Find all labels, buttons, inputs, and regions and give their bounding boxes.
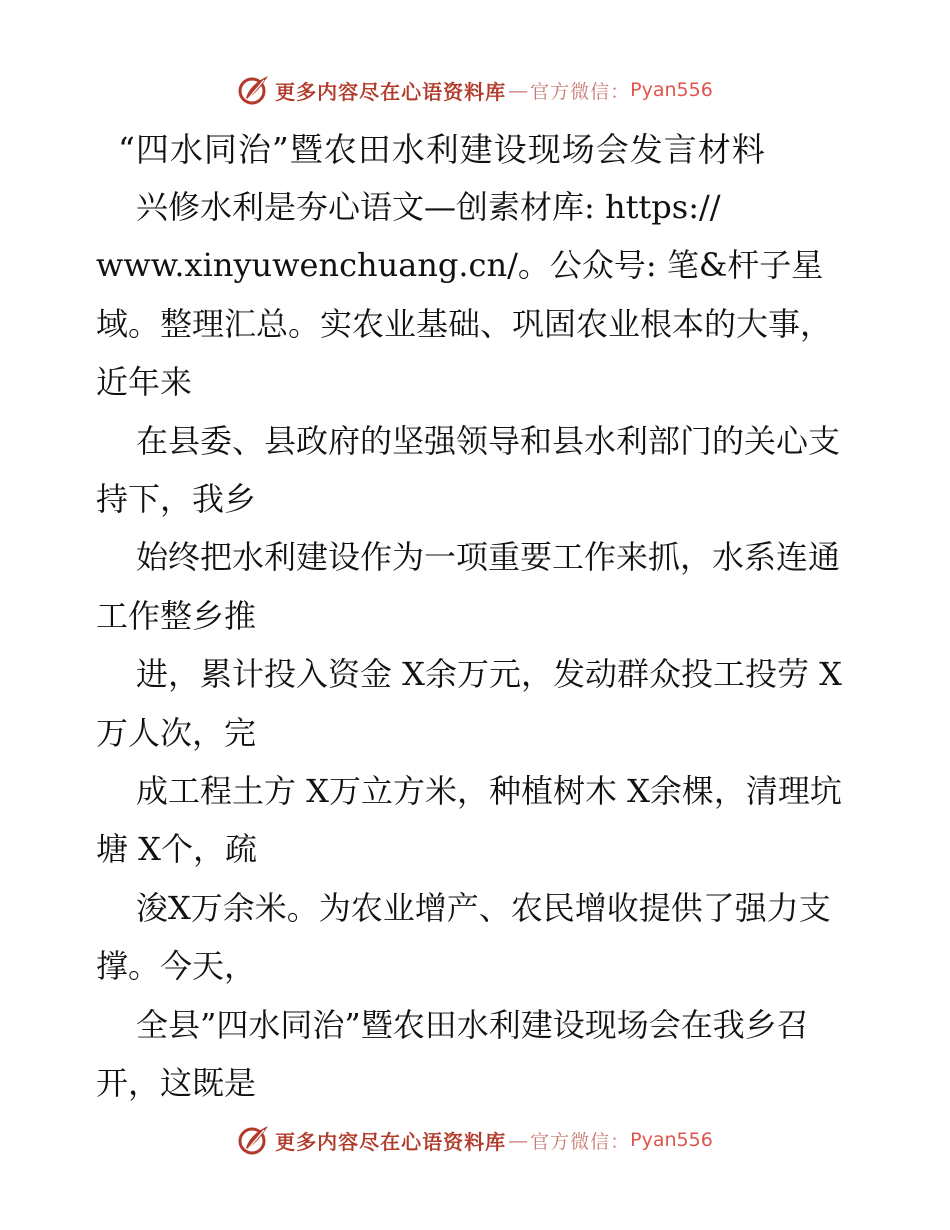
paragraph-5: 成工程土方 X万立方米，种植树木 X余棵，清理坑塘 X个，疏 <box>96 772 842 869</box>
feather-pen-logo-icon <box>237 73 271 107</box>
paragraph-3: 始终把水利建设作为一项重要工作来抓，水系连通工作整乡推 <box>96 538 841 635</box>
watermark-dash: — <box>508 78 529 102</box>
paragraph-2: 在县委、县政府的坚强领导和县水利部门的关心支持下，我乡 <box>96 421 841 519</box>
feather-pen-logo-icon <box>237 1123 271 1157</box>
watermark-site-name: 更多内容尽在心语资料库 <box>275 79 507 104</box>
document-body <box>96 178 856 1113</box>
watermark-wechat-label: 官方微信： <box>530 80 631 103</box>
document-title: “四水同治”暨农田水利建设现场会发言材料 <box>118 130 766 169</box>
watermark-dash: — <box>508 1128 529 1152</box>
paragraph-4: 进，累计投入资金 X余万元，发动群众投工投劳 X万人次，完 <box>96 655 842 752</box>
watermark-wechat-label: 官方微信： <box>530 1130 631 1153</box>
watermark-wechat-account: Pyan556 <box>630 79 713 101</box>
paragraph-7: 全县”四水同治”暨农田水利建设现场会在我乡召开，这既是 <box>96 1005 809 1103</box>
watermark-site-name: 更多内容尽在心语资料库 <box>275 1129 507 1154</box>
watermark-wechat-account: Pyan556 <box>630 1129 713 1151</box>
paragraph-6: 浚X万余米。为农业增产、农民增收提供了强力支撑。今天， <box>96 888 831 986</box>
footer-watermark <box>0 1120 950 1160</box>
header-watermark <box>0 70 950 110</box>
paragraph-1: 兴修水利是夯心语文—创素材库: https:// www.xinyuwenchuang.cn/。公众号: 笔&杆子星域。整理汇总。实农业基础、巩固农业根本的大事，近年来 <box>96 188 833 402</box>
